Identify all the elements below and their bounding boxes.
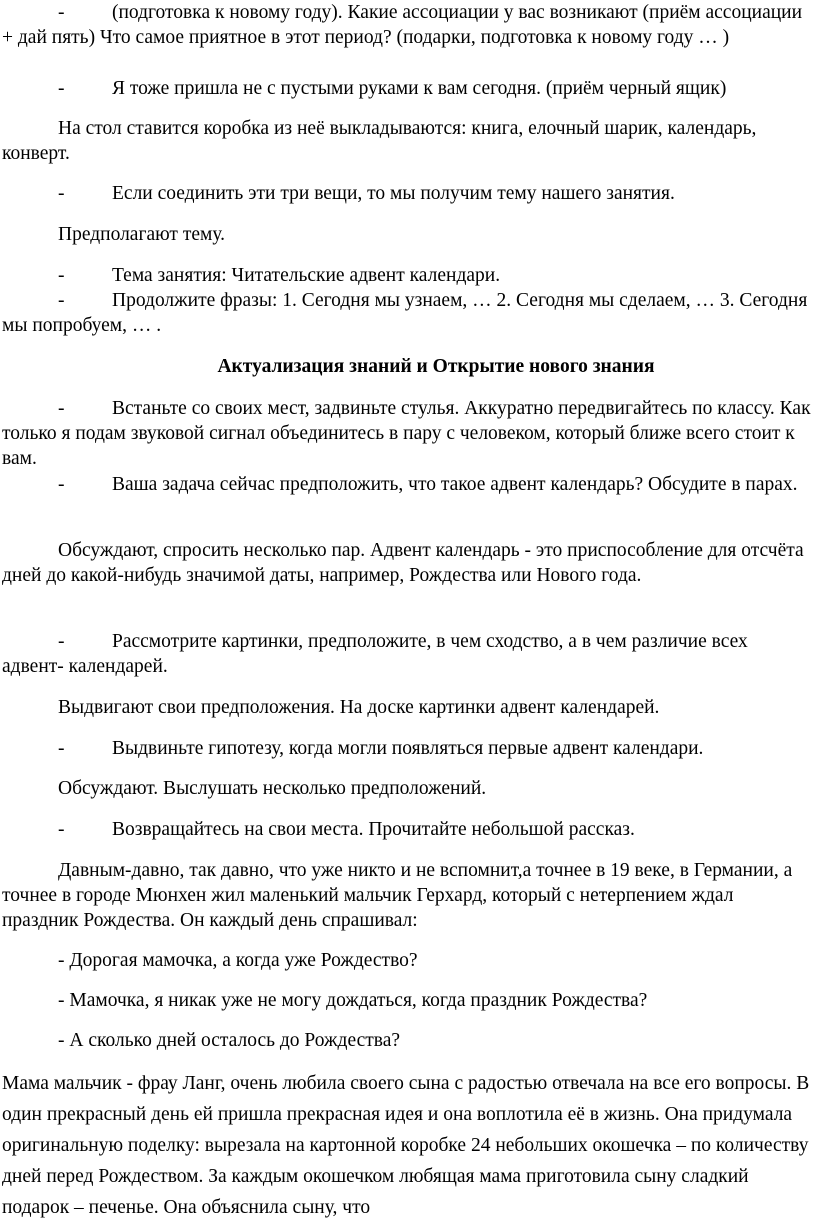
paragraph-indent-9: - А сколько дней осталось до Рождества? [58,1030,401,1051]
paragraph-indent-5: Обсуждают. Выслушать несколько предположений. [58,778,487,799]
section-heading: Актуализация знаний и Открытие нового знания [217,356,655,377]
paragraph-dash-3 [2,181,812,206]
paragraph-indent-8: - Мамочка, я никак уже не могу дождаться, когда праздник Рождества? [58,990,648,1011]
dash-mark: - [58,183,65,204]
dash-mark: - [58,738,65,759]
paragraph-text: Если соединить эти три вещи, то мы получим тему нашего занятия. [112,183,675,204]
paragraph-text: Продолжите фразы: 1. Сегодня мы узнаем, … 2. Сегодня мы сделаем, … 3. Сегодня мы попробуем, … . [2,290,808,336]
dash-mark: - [58,631,65,652]
paragraph-indent-7: - Дорогая мамочка, а когда уже Рождество? [58,950,418,971]
paragraph-dash-7 [2,472,812,497]
dash-mark: - [58,2,65,23]
dash-mark: - [58,265,65,286]
paragraph-dash-2 [2,76,812,101]
paragraph-indent-6: Давным-давно, так давно, что уже никто и не вспомнит,а точнее в 19 веке, в Германии, а точнее в городе Мюнхен жил маленький мальчик Герхард, который с нетерпением ждал праздник Рождества. Он каждый день спрашивал: [2,860,793,931]
dash-mark: - [58,290,65,311]
paragraph-dash-5 [2,288,812,338]
paragraph-text: Я тоже пришла не с пустыми руками к вам сегодня. (приём черный ящик) [112,78,727,99]
paragraph-indent-4: Выдвигают свои предположения. На доске картинки адвент календарей. [58,697,660,718]
dash-mark: - [58,398,65,419]
paragraph-indent-2: Предполагают тему. [58,224,226,245]
paragraph-text: Возвращайтесь на свои места. Прочитайте небольшой рассказ. [112,819,635,840]
paragraph-indent-3: Обсуждают, спросить несколько пар. Адвент календарь - это приспособление для отсчёта дней до какой-нибудь значимой даты, например, Рождества или Нового года. [2,540,804,586]
dash-mark: - [58,819,65,840]
paragraph-text: Рассмотрите картинки, предположите, в чем сходство, а в чем различие всех адвент- календарей. [2,631,748,677]
paragraph-dash-9 [2,736,812,761]
dash-mark: - [58,474,65,495]
paragraph-text: Тема занятия: Читательские адвент календари. [112,265,501,286]
paragraph-text: Выдвиньте гипотезу, когда могли появляться первые адвент календари. [112,738,704,759]
paragraph-dash-4 [2,263,812,288]
paragraph-dash-6 [2,396,812,471]
paragraph-dash-10 [2,817,812,842]
paragraph-indent-1: На стол ставится коробка из неё выкладываются: книга, елочный шарик, календарь, конверт. [2,118,757,164]
paragraph-dash-1 [2,0,812,50]
paragraph-text: Ваша задача сейчас предположить, что такое адвент календарь? Обсудите в парах. [112,474,798,495]
dash-mark: - [58,78,65,99]
paragraph-plain-1: Мама мальчик - фрау Ланг, очень любила своего сына с радостью отвечала на все его вопросы. В один прекрасный день ей пришла прекрасная идея и она воплотила её в жизнь. Она придумала оригинальную поделку: вырезала на картонной коробке 24 небольших окошечка – по количеству дней перед Рождеством. За каждым окошечком любящая мама приготовила сыну сладкий подарок – печенье. Она объяснила сыну, что [2,1073,810,1218]
paragraph-text: (подготовка к новому году). Какие ассоциации у вас возникают (приём ассоциации + дай пять) Что самое приятное в этот период? (подарки, подготовка к новому году … ) [2,2,803,48]
paragraph-dash-8 [2,629,812,679]
paragraph-text: Встаньте со своих мест, задвиньте стулья. Аккуратно передвигайтесь по классу. Как только я подам звуковой сигнал объединитесь в пару с человеком, который ближе всего стоит к вам. [2,398,811,469]
